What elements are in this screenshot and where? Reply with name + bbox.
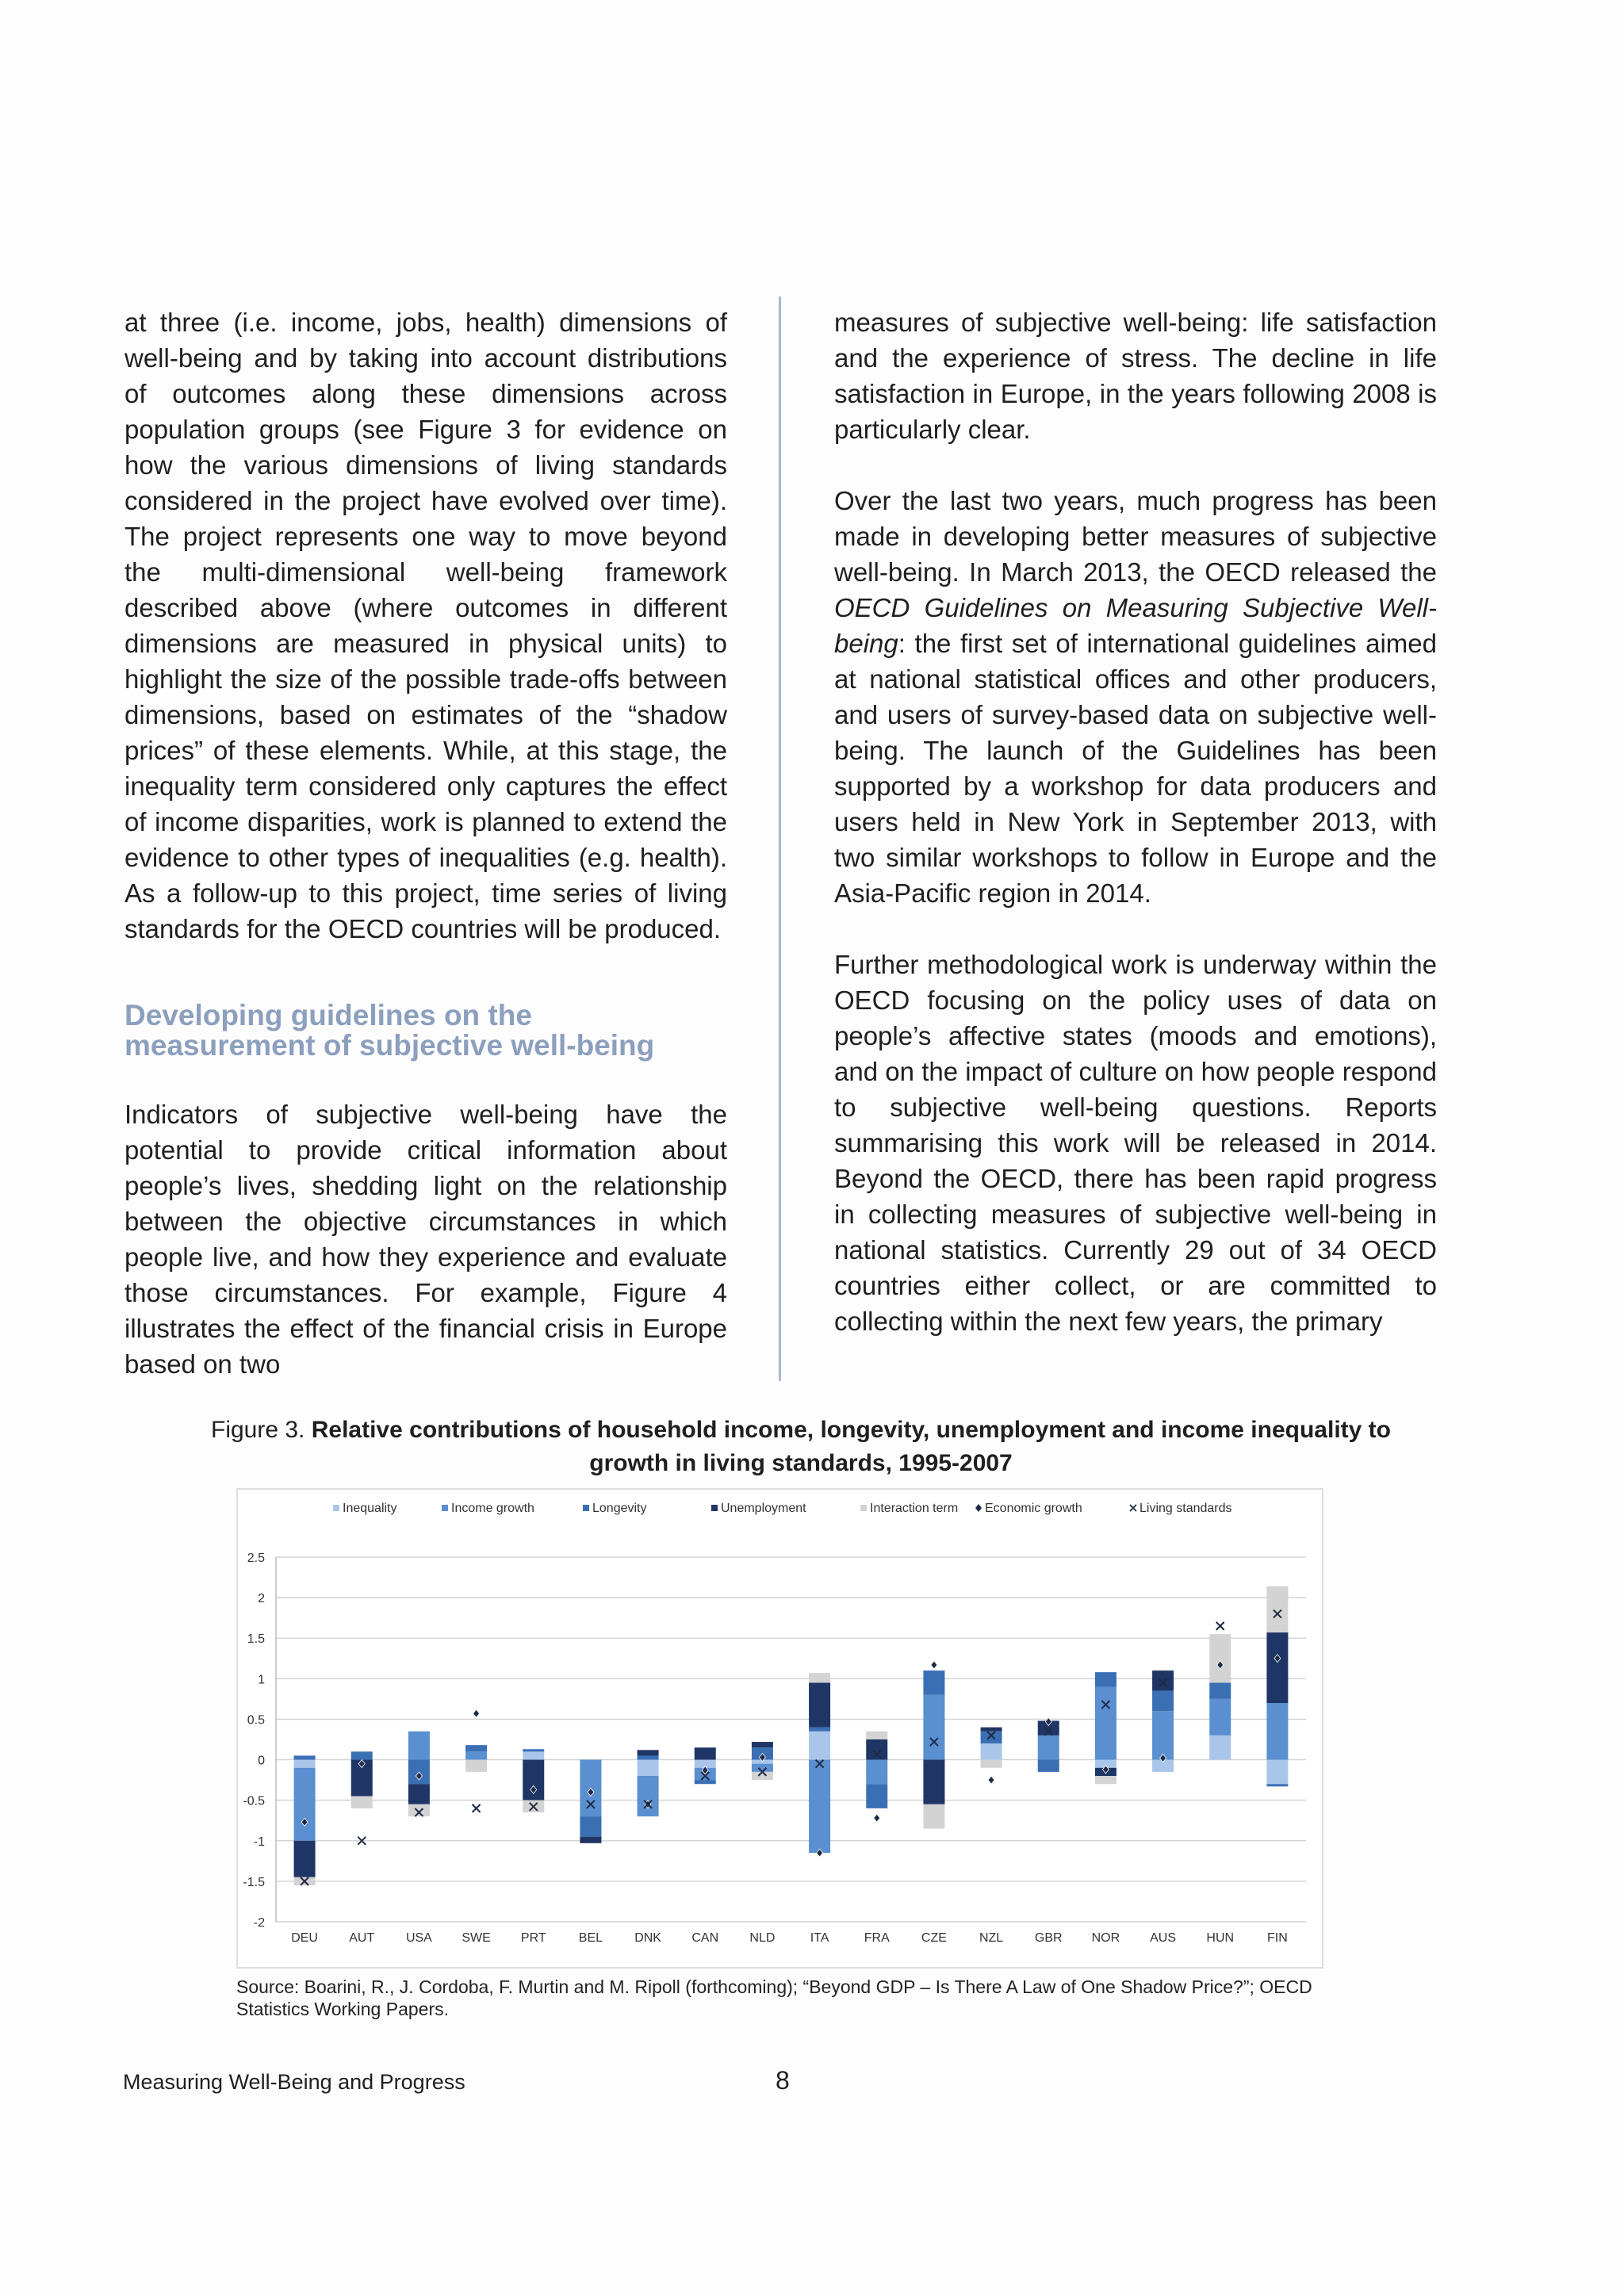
x-tick-label: ITA xyxy=(810,1931,829,1945)
x-tick-label: FIN xyxy=(1267,1931,1288,1945)
x-tick-label: FRA xyxy=(864,1931,890,1945)
bar-unemployment-can xyxy=(695,1747,716,1759)
x-tick-label: NZL xyxy=(979,1931,1004,1945)
bar-income-growth-nor xyxy=(1095,1687,1116,1760)
left-column xyxy=(124,304,727,1382)
bar-unemployment-bel xyxy=(580,1837,601,1843)
bar-income-growth-cze xyxy=(923,1695,944,1760)
bar-income-growth-fin xyxy=(1266,1703,1288,1760)
bar-interaction-term-nzl xyxy=(981,1760,1002,1768)
bar-longevity-gbr xyxy=(1038,1760,1059,1772)
right-paragraph-3: Further methodological work is underway within the OECD focusing on the policy uses of data on people’s affective states (moods and emotions), and on the impact of culture on how people respond to subjective well-being questions. Reports summarising this work will be released in 2014. Beyond the OECD, there has been rapid progress in collecting measures of subjective well-being in national statistics. Currently 29 out of 34 OECD countries either collect, or are committed to collecting within the next few years, the primary xyxy=(834,950,1437,1336)
section-heading: Developing guidelines on the measurement of subjective well-being xyxy=(124,999,655,1062)
y-tick-label: -1 xyxy=(253,1835,265,1849)
bar-income-growth-dnk xyxy=(638,1776,659,1816)
bar-unemployment-usa xyxy=(408,1784,430,1804)
marker-living-standards-swe xyxy=(473,1804,481,1812)
guidelines-title: OECD Guidelines on Measuring Subjective Well-being xyxy=(834,593,1437,658)
bar-longevity-hun xyxy=(1209,1682,1231,1698)
y-tick-label: 0.5 xyxy=(247,1713,265,1728)
bar-unemployment-nld xyxy=(752,1742,773,1747)
legend-label-living-standards: Living standards xyxy=(1139,1502,1232,1515)
marker-economic-growth-swe xyxy=(473,1709,480,1717)
bar-longevity-dnk xyxy=(638,1755,659,1759)
bar-inequality-deu xyxy=(294,1760,316,1768)
bar-unemployment-deu xyxy=(294,1841,316,1877)
bar-unemployment-nzl xyxy=(981,1728,1002,1732)
bar-interaction-term-fin xyxy=(1266,1586,1288,1632)
bar-longevity-nzl xyxy=(981,1732,1002,1743)
bar-longevity-nor xyxy=(1095,1672,1116,1686)
legend-swatch-income-growth xyxy=(442,1505,448,1511)
column-divider xyxy=(779,297,781,1381)
bar-interaction-term-aut xyxy=(351,1797,373,1808)
bar-unemployment-fra xyxy=(866,1739,887,1760)
right-paragraph-2-start: Over the last two years, much progress has been made in developing better measures of subjective well-being. In March 2013, the OECD released the xyxy=(834,486,1437,587)
x-tick-label: CAN xyxy=(691,1931,719,1945)
legend-swatch-unemployment xyxy=(711,1505,718,1511)
y-tick-label: 2.5 xyxy=(247,1552,265,1565)
x-tick-label: AUS xyxy=(1150,1931,1177,1945)
bar-longevity-fin xyxy=(1266,1784,1288,1786)
x-tick-label: NLD xyxy=(749,1931,776,1945)
bar-longevity-swe xyxy=(465,1745,487,1751)
bar-income-growth-swe xyxy=(465,1751,487,1759)
x-tick-label: PRT xyxy=(520,1931,546,1945)
legend-swatch-longevity xyxy=(583,1505,589,1511)
page-number: 8 xyxy=(776,2066,790,2095)
x-tick-label: AUT xyxy=(349,1931,375,1945)
bar-inequality-hun xyxy=(1209,1735,1231,1760)
bar-interaction-term-usa xyxy=(408,1804,430,1816)
bar-inequality-prt xyxy=(523,1751,544,1759)
y-tick-label: 2 xyxy=(258,1592,265,1606)
figure-caption xyxy=(206,1414,1396,1480)
y-tick-label: 1.5 xyxy=(247,1632,265,1647)
bar-longevity-ita xyxy=(809,1728,830,1732)
legend-label-income-growth: Income growth xyxy=(451,1502,534,1515)
bar-income-growth-gbr xyxy=(1038,1735,1059,1760)
right-paragraph-2 xyxy=(834,483,1437,911)
right-column xyxy=(834,304,1437,1339)
x-tick-label: HUN xyxy=(1206,1931,1235,1945)
y-tick-label: -1.5 xyxy=(243,1875,265,1889)
x-tick-label: USA xyxy=(405,1931,432,1945)
legend-label-longevity: Longevity xyxy=(592,1502,647,1515)
bar-inequality-fin xyxy=(1266,1760,1288,1785)
x-tick-label: BEL xyxy=(578,1931,603,1945)
legend-label-interaction-term: Interaction term xyxy=(870,1502,959,1515)
legend-label-unemployment: Unemployment xyxy=(721,1502,806,1515)
figure-source: Source: Boarini, R., J. Cordoba, F. Murtin and M. Ripoll (forthcoming); “Beyond GDP – Is There A Law of One Shadow Price?”; OECD Statistics Working Papers. xyxy=(236,1976,1312,2019)
figure-label: Figure 3. xyxy=(211,1417,312,1443)
bar-unemployment-cze xyxy=(923,1760,944,1804)
y-tick-label: 1 xyxy=(258,1673,265,1687)
bar-unemployment-fin xyxy=(1266,1632,1288,1703)
bar-interaction-term-nor xyxy=(1095,1776,1116,1784)
bar-interaction-term-hun xyxy=(1209,1634,1231,1682)
marker-living-standards-hun xyxy=(1216,1622,1224,1630)
bar-longevity-deu xyxy=(294,1755,316,1759)
marker-economic-growth-nzl xyxy=(988,1776,994,1784)
legend-swatch-living-standards xyxy=(1130,1505,1136,1511)
y-tick-label: -2 xyxy=(253,1916,265,1930)
legend-swatch-interaction-term xyxy=(860,1505,867,1511)
x-tick-label: DEU xyxy=(291,1931,318,1945)
bar-income-growth-nld xyxy=(752,1764,773,1772)
bar-longevity-cze xyxy=(923,1670,944,1695)
x-tick-label: NOR xyxy=(1091,1931,1120,1945)
right-paragraph-1: measures of subjective well-being: life satisfaction and the experience of stress. The decline in life satisfaction in Europe, in the years following 2008 is particularly clear. xyxy=(834,308,1437,444)
marker-economic-growth-cze xyxy=(931,1661,937,1669)
bar-longevity-bel xyxy=(580,1816,601,1837)
bar-unemployment-ita xyxy=(809,1682,830,1727)
bar-income-growth-hun xyxy=(1209,1699,1231,1735)
bar-longevity-aut xyxy=(351,1751,373,1759)
bar-interaction-term-ita xyxy=(809,1673,830,1682)
bar-income-growth-usa xyxy=(408,1732,430,1760)
x-tick-label: CZE xyxy=(921,1931,947,1945)
bar-income-growth-ita xyxy=(809,1760,830,1854)
figure-title: Relative contributions of household income, longevity, unemployment and income inequality to growth in living standards, 1995-2007 xyxy=(311,1417,1391,1476)
right-paragraph-2-end: : the first set of international guidelines aimed at national statistical offices and other producers, and users of survey-based data on subjective well-being. The launch of the Guidelines has been supported by a workshop for data producers and users held in New York in September 2013, with two similar workshops to follow in Europe and the Asia-Pacific region in 2014. xyxy=(834,629,1437,908)
legend-swatch-inequality xyxy=(333,1505,339,1511)
footer-title: Measuring Well-Being and Progress xyxy=(123,2070,465,2094)
bar-inequality-dnk xyxy=(638,1760,659,1776)
x-tick-label: SWE xyxy=(462,1931,491,1945)
bar-interaction-term-cze xyxy=(923,1804,944,1829)
legend-swatch-economic-growth xyxy=(975,1504,982,1512)
legend-label-economic-growth: Economic growth xyxy=(985,1502,1082,1515)
y-tick-label: -0.5 xyxy=(243,1794,265,1808)
bar-longevity-fra xyxy=(866,1784,887,1808)
bar-unemployment-aus xyxy=(1152,1670,1174,1691)
bar-income-growth-deu xyxy=(294,1768,316,1841)
bar-unemployment-dnk xyxy=(638,1750,659,1755)
marker-economic-growth-fra xyxy=(874,1814,880,1822)
bar-interaction-term-fra xyxy=(866,1732,887,1739)
legend-label-inequality: Inequality xyxy=(343,1502,397,1515)
bar-longevity-prt xyxy=(523,1749,544,1751)
left-paragraph-2: Indicators of subjective well-being have the potential to provide critical information about people’s lives, shedding light on the relationship between the objective circumstances in which people live, and how they experience and evaluate those circumstances. For example, Figure 4 illustrates the effect of the financial crisis in Europe based on two xyxy=(124,1100,727,1379)
bar-inequality-nzl xyxy=(981,1743,1002,1759)
bar-longevity-aus xyxy=(1152,1691,1174,1712)
chart-container xyxy=(236,1488,1323,1969)
bar-longevity-can xyxy=(695,1780,716,1784)
bar-interaction-term-swe xyxy=(465,1760,487,1772)
bar-income-growth-aus xyxy=(1152,1711,1174,1759)
y-tick-label: 0 xyxy=(258,1754,265,1768)
bar-inequality-ita xyxy=(809,1732,830,1760)
left-paragraph-1: at three (i.e. income, jobs, health) dimensions of well-being and by taking into account distributions of outcomes along these dimensions across population groups (see Figure 3 for evidence on how the various dimensions of living standards considered in the project have evolved over time). The project represents one way to move beyond the multi-dimensional well-being framework described above (where outcomes in different dimensions are measured in physical units) to highlight the size of the possible trade-offs between dimensions, based on estimates of the “shadow prices” of these elements. While, at this stage, the inequality term considered only captures the effect of income disparities, work is planned to extend the evidence to other types of inequalities (e.g. health). As a follow-up to this project, time series of living standards for the OECD countries will be produced. xyxy=(124,308,727,943)
x-tick-label: DNK xyxy=(634,1931,661,1945)
bar-interaction-term-nld xyxy=(752,1772,773,1780)
bar-income-growth-fra xyxy=(866,1760,887,1785)
x-tick-label: GBR xyxy=(1034,1931,1063,1945)
stacked-bar-chart xyxy=(238,1490,1325,1970)
